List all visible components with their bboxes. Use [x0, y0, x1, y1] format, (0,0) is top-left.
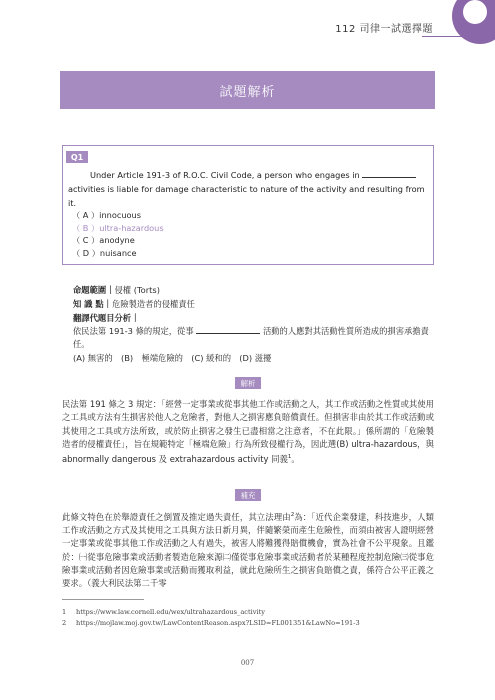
supplement-tag: 補充: [235, 489, 261, 501]
footnote-2-number: 2: [62, 619, 67, 627]
option-b: （ B ）ultra-hazardous: [72, 222, 164, 233]
knowledge-point-label: 知 識 點｜: [73, 299, 112, 309]
translation-part2: 活動的人應對其活動性質所造成的損害承擔責任。: [73, 326, 429, 349]
page-number: 007: [240, 659, 255, 667]
scope-line: [73, 284, 160, 296]
explanation-tag: 解析: [235, 377, 261, 389]
footnote-1-number: 1: [62, 608, 67, 616]
question-blank: [362, 170, 416, 178]
translation-text: [73, 325, 433, 350]
scope-label: 命題範圍｜: [73, 285, 115, 295]
scope-value: 侵權 (Torts): [114, 285, 160, 295]
options-list: [72, 209, 164, 259]
translation-blank: [196, 326, 260, 334]
footnote-rule: [62, 599, 144, 600]
explanation-text-end: 。: [291, 453, 300, 464]
question-text-part1: Under Article 191-3 of R.O.C. Civil Code, a person who engages in: [90, 170, 360, 180]
footnote-2-link: https://mojlaw.moj.gov.tw/LawContentReason.aspx?LSID=FL001351&LawNo=191-3: [76, 619, 360, 627]
option-d: （ D ）nuisance: [72, 247, 137, 258]
running-head: 112 司律一試選擇題: [335, 24, 433, 35]
footnote-2: [62, 619, 360, 627]
footnote-ref-2: 2: [290, 512, 295, 518]
question-text: [68, 168, 428, 210]
supplement-text-b: 為：「近代企業發達，科技進步，人類工作或活動之方式及其使用之工具與方法日新月異，伴隨繁榮而產生危險性，而須由被害人證明經營一定事業或從事其他工作或活動之人有過失，被害人將難獲得賠償機會，實為社會不公平現象。且鑑於：㈠從事危險事業或活動者製造危險來源㈡僅從事危險事業或活動者於某種程度控制危險㈢從事危險事業或活動者因危險事業或活動而獲取利益，就此危險所生之損害負賠償之責，係符合公平正義之要求。（義大利民法第二千零: [62, 511, 434, 589]
section-title: 試題解析: [219, 84, 276, 100]
supplement-text-a: 此條文特色在於舉證責任之倒置及推定過失責任，其立法理由: [62, 511, 291, 522]
question-text-part2: activities is liable for damage characteristic to nature of the activity and resulting from it.: [68, 184, 425, 208]
footnote-ref-1: 1: [287, 454, 292, 461]
option-c: （ C ）anodyne: [72, 235, 135, 245]
knowledge-point-value: 危險製造者的侵權責任: [111, 299, 195, 309]
translated-choices: (A) 無害的 (B) 極端危險的 (C) 緩和的 (D) 滋擾: [73, 353, 272, 363]
knowledge-point-line: [73, 298, 195, 310]
option-a: （ A ）innocuous: [72, 210, 141, 220]
translation-heading: [73, 312, 139, 324]
translation-part1: 依民法第 191-3 條的規定，從事: [73, 326, 194, 336]
supplement-paragraph: [62, 509, 434, 591]
section-title-band: [60, 71, 435, 109]
explanation-paragraph: [62, 398, 434, 466]
footnote-1-link: https://www.law.cornell.edu/wex/ultrahazardous_activity: [76, 608, 265, 616]
footnote-1: [62, 608, 265, 616]
question-number-badge: Q1: [66, 151, 88, 163]
corner-decoration-hole: [463, 0, 487, 24]
explanation-text: 民法第 191 條之 3 規定：「經營一定事業或從事其他工作或活動之人，其工作或活動之性質或其使用之工具或方法有生損害於他人之危險者，對他人之損害應負賠償責任。但損害非由於其工作或活動或其使用之工具或方法所致，或於防止損害之發生已盡相當之注意者，不在此限。」係所謂的「危險製造者的侵權責任」，旨在規範特定「極端危險」行為所致侵權行為，因此選(B) ultra-hazardous，與 abnormally dangerous 及 extrahazardous activity 同義: [62, 399, 434, 464]
translation-label: 翻譯代題目分析｜: [73, 313, 140, 323]
header-rule: [422, 36, 495, 37]
